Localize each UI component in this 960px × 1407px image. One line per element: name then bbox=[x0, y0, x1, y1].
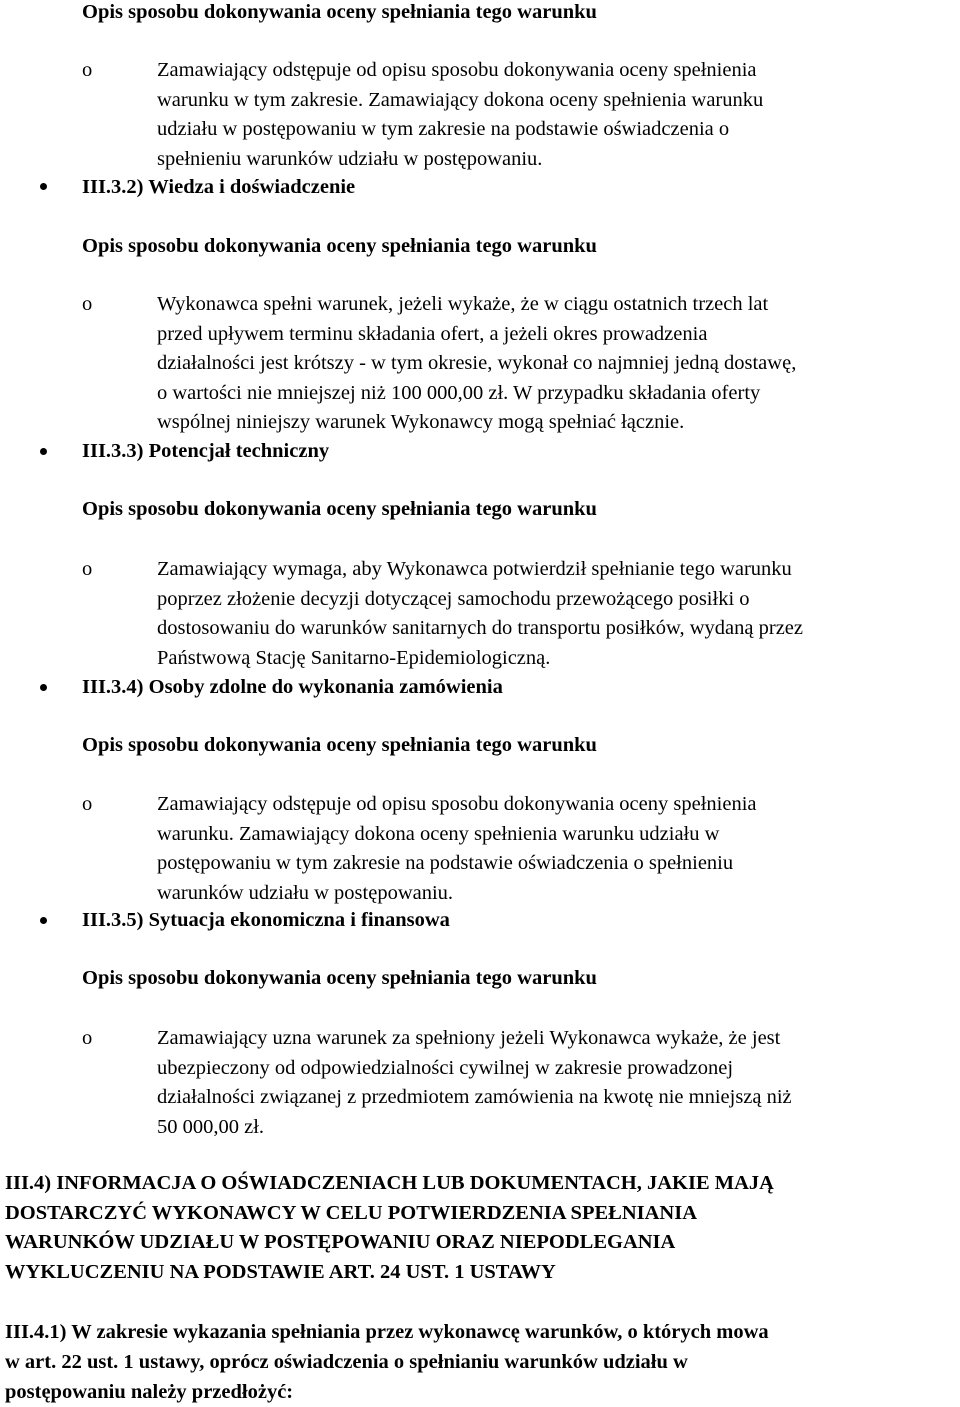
section-heading: Opis sposobu dokonywania oceny spełniania tego warunku bbox=[82, 734, 597, 756]
info-subsection-line: postępowaniu należy przedłożyć: bbox=[5, 1381, 294, 1403]
bullet-icon bbox=[40, 684, 47, 691]
paragraph-line: Wykonawca spełni warunek, jeżeli wykaże, że w ciągu ostatnich trzech lat bbox=[157, 293, 769, 315]
bullet-icon bbox=[40, 448, 47, 455]
bullet-icon bbox=[40, 917, 47, 924]
paragraph bbox=[157, 290, 796, 438]
section-heading: Opis sposobu dokonywania oceny spełniania tego warunku bbox=[82, 235, 597, 257]
list-marker: o bbox=[82, 293, 93, 315]
paragraph-line: 50 000,00 zł. bbox=[157, 1115, 265, 1138]
info-heading-line: III.4) INFORMACJA O OŚWIADCZENIACH LUB DOKUMENTACH, JAKIE MAJĄ bbox=[5, 1172, 774, 1194]
list-marker: o bbox=[82, 1027, 93, 1049]
info-heading bbox=[5, 1169, 774, 1287]
paragraph bbox=[157, 1024, 792, 1142]
paragraph-line: warunku w tym zakresie. Zamawiający dokona oceny spełnienia warunku bbox=[157, 88, 764, 111]
section-heading: Opis sposobu dokonywania oceny spełniania tego warunku bbox=[82, 498, 597, 520]
paragraph-line: postępowaniu w tym zakresie na podstawie oświadczenia o spełnieniu bbox=[157, 852, 734, 875]
list-marker: o bbox=[82, 59, 93, 81]
list-marker: o bbox=[82, 793, 93, 815]
paragraph-line: udziału w postępowaniu w tym zakresie na podstawie oświadczenia o bbox=[157, 118, 730, 141]
info-subsection bbox=[5, 1317, 769, 1407]
bullet-icon bbox=[40, 183, 47, 190]
section-title: III.3.4) Osoby zdolne do wykonania zamówienia bbox=[82, 676, 503, 698]
section-title: III.3.2) Wiedza i doświadczenie bbox=[82, 176, 356, 198]
paragraph-line: Zamawiający wymaga, aby Wykonawca potwierdził spełnianie tego warunku bbox=[157, 558, 792, 580]
section-title: III.3.5) Sytuacja ekonomiczna i finansowa bbox=[82, 909, 450, 931]
info-subsection-line: w art. 22 ust. 1 ustawy, oprócz oświadczenia o spełnianiu warunków udziału w bbox=[5, 1351, 688, 1373]
paragraph-line: działalności jest krótszy - w tym okresie, wykonał co najmniej jedną dostawę, bbox=[157, 352, 797, 375]
paragraph-line: poprzez złożenie decyzji dotyczącej samochodu przewożącego posiłki o bbox=[157, 587, 750, 610]
list-marker: o bbox=[82, 558, 93, 580]
info-subsection-line: III.4.1) W zakresie wykazania spełniania przez wykonawcę warunków, o których mowa bbox=[5, 1321, 769, 1343]
paragraph-line: Zamawiający odstępuje od opisu sposobu dokonywania oceny spełnienia bbox=[157, 59, 757, 81]
paragraph-line: działalności związanej z przedmiotem zamówienia na kwotę nie mniejszą niż bbox=[157, 1086, 792, 1109]
paragraph-line: wspólnej niniejszy warunek Wykonawcy mogą spełniać łącznie. bbox=[157, 411, 685, 434]
paragraph-line: Zamawiający uzna warunek za spełniony jeżeli Wykonawca wykaże, że jest bbox=[157, 1027, 781, 1049]
paragraph-line: o wartości nie mniejszej niż 100 000,00 zł. W przypadku składania oferty bbox=[157, 381, 761, 404]
paragraph-line: warunku. Zamawiający dokona oceny spełnienia warunku udziału w bbox=[157, 822, 720, 845]
section-heading: Opis sposobu dokonywania oceny spełniania tego warunku bbox=[82, 967, 597, 989]
paragraph bbox=[157, 56, 763, 174]
paragraph bbox=[157, 790, 757, 908]
section-title: III.3.3) Potencjał techniczny bbox=[82, 440, 330, 462]
paragraph-line: Zamawiający odstępuje od opisu sposobu dokonywania oceny spełnienia bbox=[157, 793, 757, 815]
info-heading-line: DOSTARCZYĆ WYKONAWCY W CELU POTWIERDZENIA SPEŁNIANIA bbox=[5, 1201, 697, 1224]
info-heading-line: WYKLUCZENIU NA PODSTAWIE ART. 24 UST. 1 USTAWY bbox=[5, 1260, 556, 1283]
paragraph-line: warunków udziału w postępowaniu. bbox=[157, 881, 454, 904]
paragraph-line: Państwową Stację Sanitarno-Epidemiologiczną. bbox=[157, 646, 551, 669]
section-heading: Opis sposobu dokonywania oceny spełniania tego warunku bbox=[82, 1, 597, 23]
paragraph bbox=[157, 555, 803, 673]
paragraph-line: spełnieniu warunków udziału w postępowaniu. bbox=[157, 147, 543, 170]
paragraph-line: ubezpieczony od odpowiedzialności cywilnej w zakresie prowadzonej bbox=[157, 1056, 734, 1079]
info-heading-line: WARUNKÓW UDZIAŁU W POSTĘPOWANIU ORAZ NIEPODLEGANIA bbox=[5, 1231, 676, 1253]
paragraph-line: przed upływem terminu składania ofert, a jeżeli okres prowadzenia bbox=[157, 322, 708, 345]
paragraph-line: dostosowaniu do warunków sanitarnych do transportu posiłków, wydaną przez bbox=[157, 617, 803, 640]
